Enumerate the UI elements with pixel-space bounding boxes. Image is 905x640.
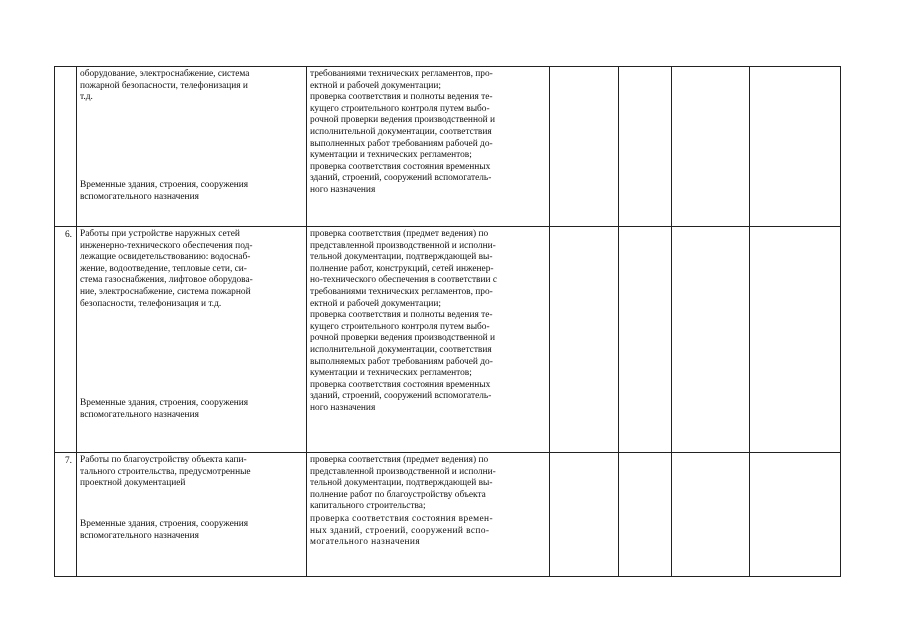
empty-cell (750, 453, 841, 577)
row-number: 6. (55, 227, 77, 453)
table-row (55, 67, 841, 227)
work-line: жение, водоотведение, тепловые сети, си- (80, 263, 247, 274)
work-line: Работы при устройстве наружных сетей (80, 229, 240, 239)
check-line: выполняемых работ требованиям рабочей до- (310, 356, 493, 367)
check-line: полнение работ по благоустройству объекта (310, 489, 486, 500)
empty-cell (619, 67, 672, 227)
check-line: тельной документации, подтверждающей вы- (310, 252, 493, 263)
check-line: зданий, строений, сооружений вспомогатель- (310, 173, 492, 184)
check-line: ного назначения (310, 184, 376, 195)
row-number (55, 67, 77, 227)
work-line: пожарной безопасности, телефонизация и (80, 80, 248, 91)
empty-cell (619, 227, 672, 453)
check-line: но-технического обеспечения в соответствии с (310, 275, 498, 286)
work-description-cell (77, 67, 307, 227)
work-line: тального строительства, предусмотренные (80, 466, 251, 477)
empty-cell (750, 67, 841, 227)
check-line: исполнительной документации, соответствия (310, 344, 492, 355)
check-line: капитального строительства; (310, 501, 426, 512)
table-row (55, 453, 841, 577)
check-line: проверка соответствия (предмет ведения) по (310, 455, 489, 465)
check-line: могательного назначения (310, 537, 421, 548)
work-description-cell (77, 227, 307, 453)
check-line: исполнительной документации, соответствия (310, 126, 492, 137)
work-line: проектной документацией (80, 478, 186, 489)
check-line: рочной проверки ведения производственной и (310, 115, 496, 126)
empty-cell (750, 227, 841, 453)
empty-cell (550, 67, 619, 227)
table-row (55, 227, 841, 453)
empty-cell (672, 227, 750, 453)
check-line: кущего строительного контроля путем выбо- (310, 321, 490, 332)
empty-cell (672, 453, 750, 577)
work-line: оборудование, электроснабжение, система (80, 69, 250, 79)
check-description-cell (307, 227, 550, 453)
check-description-cell (307, 453, 550, 577)
temp-structures-line: вспомогательного назначения (80, 530, 199, 541)
check-line: ного назначения (310, 402, 376, 413)
work-line: т.д. (80, 92, 93, 103)
check-line: проверка соответствия и полноты ведения те- (310, 310, 493, 321)
check-line: ных зданий, строений, сооружений вспо- (310, 525, 490, 536)
check-line: представленной производственной и исполни- (310, 466, 496, 477)
empty-cell (619, 453, 672, 577)
check-line: ектной и рабочей документации; (310, 298, 441, 309)
work-line: лежащие освидетельствованию: водоснаб- (80, 252, 251, 263)
check-line: проверка соответствия и полноты ведения те- (310, 92, 493, 103)
temp-structures-line: Временные здания, строения, сооружения (80, 180, 249, 190)
row-number: 7. (55, 453, 77, 577)
check-line: проверка соответствия состояния временных (310, 161, 491, 172)
check-line: проверка соответствия (предмет ведения) по (310, 229, 489, 239)
temp-structures-line: вспомогательного назначения (80, 191, 199, 202)
work-line: Работы по благоустройству объекта капи- (80, 455, 247, 465)
empty-cell (672, 67, 750, 227)
check-line: зданий, строений, сооружений вспомогатель- (310, 391, 492, 402)
work-line: ние, электроснабжение, система пожарной (80, 286, 251, 297)
check-line: выполненных работ требованиям рабочей до- (310, 138, 493, 149)
check-line: полнение работ, конструкций, сетей инженер- (310, 263, 494, 274)
check-line: кущего строительного контроля путем выбо- (310, 103, 490, 114)
inspection-table (54, 66, 841, 577)
work-line: безопасности, телефонизация и т.д. (80, 298, 222, 309)
check-line: проверка соответствия состояния времен- (310, 513, 493, 524)
check-line: рочной проверки ведения производственной и (310, 333, 496, 344)
check-line: проверка соответствия состояния временных (310, 379, 491, 390)
check-line: требованиями технических регламентов, про- (310, 286, 493, 297)
check-line: ектной и рабочей документации; (310, 80, 441, 91)
check-line: кументации и технических регламентов; (310, 368, 472, 379)
temp-structures-line: вспомогательного назначения (80, 409, 199, 420)
check-description-cell (307, 67, 550, 227)
empty-cell (550, 453, 619, 577)
temp-structures-line: Временные здания, строения, сооружения (80, 519, 249, 529)
check-line: кументации и технических регламентов; (310, 150, 472, 161)
check-line: представленной производственной и исполни- (310, 240, 496, 251)
temp-structures-line: Временные здания, строения, сооружения (80, 398, 249, 408)
check-line: требованиями технических регламентов, про- (310, 69, 493, 79)
check-line: тельной документации, подтверждающей вы- (310, 478, 493, 489)
work-line: инженерно-технического обеспечения под- (80, 240, 253, 251)
empty-cell (550, 227, 619, 453)
work-description-cell (77, 453, 307, 577)
work-line: стема газоснабжения, лифтовое оборудова- (80, 275, 253, 286)
